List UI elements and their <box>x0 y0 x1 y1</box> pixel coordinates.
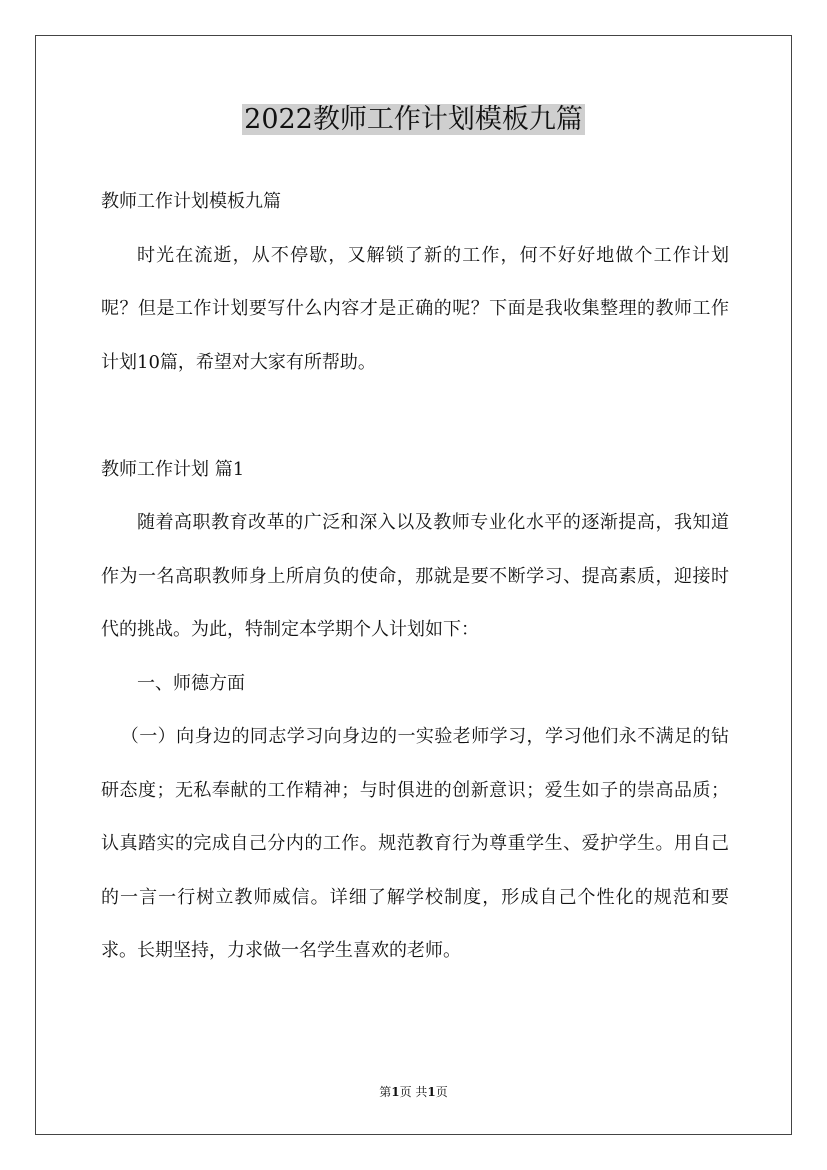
footer-page-total: 1 <box>427 1085 436 1099</box>
section-paragraph: 随着高职教育改革的广泛和深入以及教师专业化水平的逐渐提高，我知道作为一名高职教师身上所肩负的使命，那就是要不断学习、提高素质，迎接时代的挑战。为此，特制定本学期个人计划如下： <box>101 512 729 640</box>
point-paragraph: （一）向身边的同志学习向身边的一实验老师学习，学习他们永不满足的钻研态度；无私奉献的工作精神；与时俱进的创新意识；爱生如子的崇高品质；认真踏实的完成自己分内的工作。规范教育行为尊重学生、爱护学生。用自己的一言一行树立教师威信。详细了解学校制度，形成自己个性化的规范和要求。长期坚持，力求做一名学生喜欢的老师。 <box>101 726 729 961</box>
blank-line <box>101 389 729 443</box>
document-title-text: 2022教师工作计划模板九篇 <box>244 104 583 135</box>
section-heading: 教师工作计划 篇1 <box>101 458 245 480</box>
intro-paragraph: 时光在流逝，从不停歇，又解锁了新的工作，何不好好地做个工作计划呢？但是工作计划要写什么内容才是正确的呢？下面是我收集整理的教师工作计划10篇，希望对大家有所帮助。 <box>101 244 729 373</box>
footer-page-mid: 页 共 <box>399 1085 428 1099</box>
footer-page-number: 1 <box>391 1085 400 1099</box>
footer-page-prefix: 第 <box>379 1085 392 1099</box>
page-footer <box>0 1083 827 1101</box>
document-title <box>0 98 827 142</box>
footer-page-suffix: 页 <box>435 1085 448 1099</box>
document-subtitle: 教师工作计划模板九篇 <box>101 191 281 212</box>
point-heading: 一、师德方面 <box>137 672 245 694</box>
document-body <box>101 175 729 978</box>
